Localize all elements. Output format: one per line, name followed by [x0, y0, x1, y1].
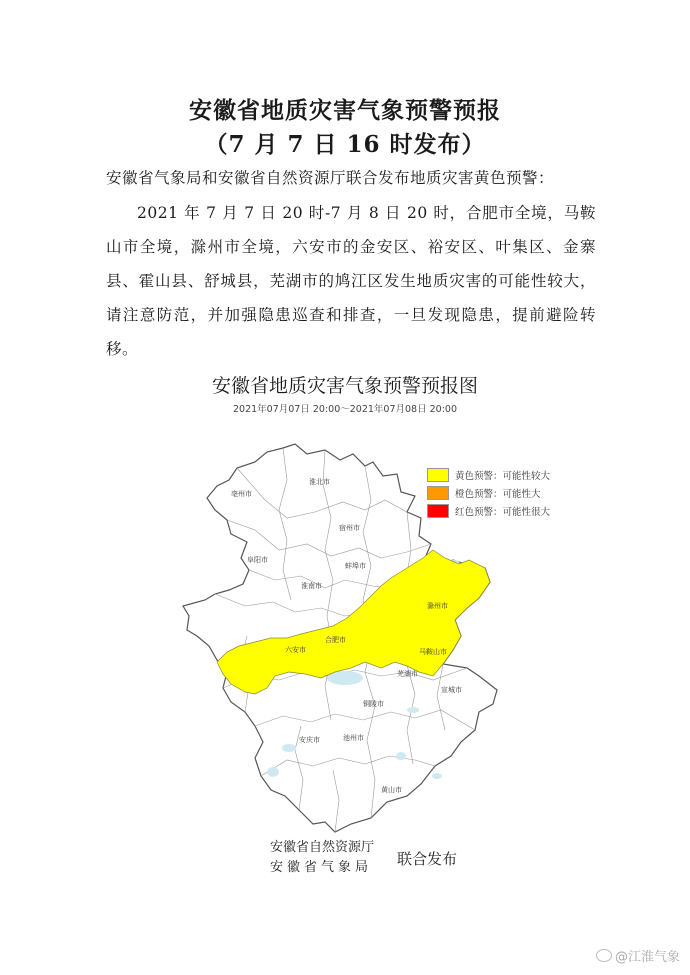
issuing-organizations — [270, 838, 374, 878]
legend-swatch-orange — [427, 486, 449, 500]
legend-item-yellow — [427, 466, 550, 484]
weibo-icon — [596, 949, 612, 962]
intro-paragraph: 安徽省气象局和安徽省自然资源厅联合发布地质灾害黄色预警： — [106, 169, 555, 187]
map-period: 2021年07月07日 20:00～2021年07月08日 20:00 — [232, 404, 457, 415]
city-label-huainan: 淮南市 — [301, 582, 322, 590]
weibo-watermark — [596, 946, 680, 965]
legend-label-orange: 橙色预警：可能性大 — [455, 489, 541, 500]
city-label-huangshan: 黄山市 — [381, 786, 402, 794]
city-label-luan: 六安市 — [285, 646, 306, 654]
legend-swatch-yellow — [427, 468, 449, 482]
org-natural-resources: 安徽省自然资源厅 — [270, 840, 375, 855]
city-label-bengbu: 蚌埠市 — [345, 562, 366, 570]
legend-label-red: 红色预警：可能性很大 — [455, 507, 551, 518]
city-label-chizhou: 池州市 — [343, 734, 364, 742]
legend-item-orange — [427, 484, 550, 502]
document-subtitle: （7 月 7 日 16 时发布） — [204, 131, 486, 158]
city-label-bozhou: 亳州市 — [231, 490, 252, 498]
map-legend — [427, 466, 550, 520]
joint-release-label: 联合发布 — [397, 850, 458, 868]
legend-label-yellow: 黄色预警：可能性较大 — [455, 471, 551, 482]
city-label-xuancheng: 宣城市 — [441, 686, 462, 694]
org-meteorological-bureau: 安徽省气象局 — [270, 860, 373, 875]
city-label-suzhou: 宿州市 — [339, 524, 360, 532]
legend-swatch-red — [427, 504, 449, 518]
city-label-wuhu: 芜湖市 — [397, 670, 418, 678]
watermark-text: @江淮气象 — [615, 950, 681, 965]
city-label-chuzhou: 滁州市 — [427, 602, 448, 610]
city-label-anqing: 安庆市 — [299, 736, 320, 744]
city-label-hefei: 合肥市 — [325, 636, 346, 644]
document-title: 安徽省地质灾害气象预警预报 — [189, 97, 501, 124]
city-label-fuyang: 阜阳市 — [247, 556, 268, 564]
city-label-huaibei: 淮北市 — [309, 478, 330, 486]
legend-item-red — [427, 502, 550, 520]
city-label-maanshan: 马鞍山市 — [419, 648, 447, 656]
body-paragraph: 2021 年 7 月 7 日 20 时-7 月 8 日 20 时，合肥市全境，马鞍山市全境，滁州市全境，六安市的金安区、裕安区、叶集区、金寨县、霍山县、舒城县，芜湖市的鸠江区发生地质灾害的可能性较大，请注意防范，并加强隐患巡查和排查，一旦发现隐患，提前避险转移。 — [106, 204, 596, 358]
map-title: 安徽省地质灾害气象预警预报图 — [211, 375, 478, 397]
city-label-tongling: 铜陵市 — [363, 700, 384, 708]
